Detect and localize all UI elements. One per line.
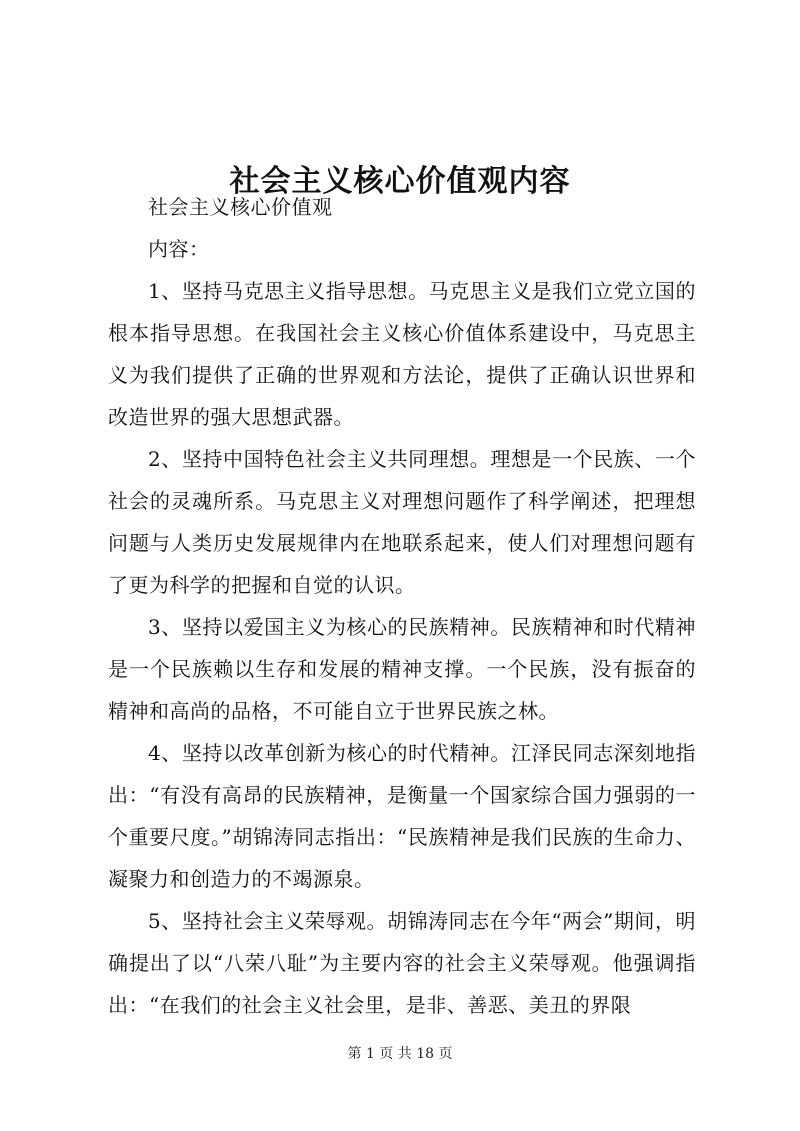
paragraph-content-label: 内容：: [148, 237, 210, 261]
paragraph-item-4: 4、坚持以改革创新为核心的时代精神。江泽民同志深刻地指出：“有没有高昂的民族精神，是衡量一个国家综合国力强弱的一个重要尺度。”胡锦涛同志指出：“民族精神是我们民族的生命力、凝聚力和创造力的不竭源泉。: [108, 741, 696, 891]
paragraph-subtitle: 社会主义核心价值观: [148, 195, 333, 219]
page-number-footer: 第 1 页 共 18 页: [347, 1046, 453, 1062]
paragraph-item-2: 2、坚持中国特色社会主义共同理想。理想是一个民族、一个社会的灵魂所系。马克思主义对理想问题作了科学阐述，把理想问题与人类历史发展规律内在地联系起来，使人们对理想问题有了更为科学的把握和自觉的认识。: [108, 447, 696, 597]
document-body: [108, 186, 696, 1026]
paragraph-item-1: 1、坚持马克思主义指导思想。马克思主义是我们立党立国的根本指导思想。在我国社会主义核心价值体系建设中，马克思主义为我们提供了正确的世界观和方法论，提供了正确认识世界和改造世界的强大思想武器。: [108, 279, 696, 429]
paragraph-item-3: 3、坚持以爱国主义为核心的民族精神。民族精神和时代精神是一个民族赖以生存和发展的精神支撑。一个民族，没有振奋的精神和高尚的品格，不可能自立于世界民族之林。: [108, 615, 696, 723]
paragraph-item-5: 5、坚持社会主义荣辱观。胡锦涛同志在今年“两会”期间，明确提出了以“八荣八耻”为主要内容的社会主义荣辱观。他强调指出：“在我们的社会主义社会里，是非、善恶、美丑的界限: [108, 909, 696, 1017]
document-title: 社会主义核心价值观内容: [229, 164, 571, 200]
